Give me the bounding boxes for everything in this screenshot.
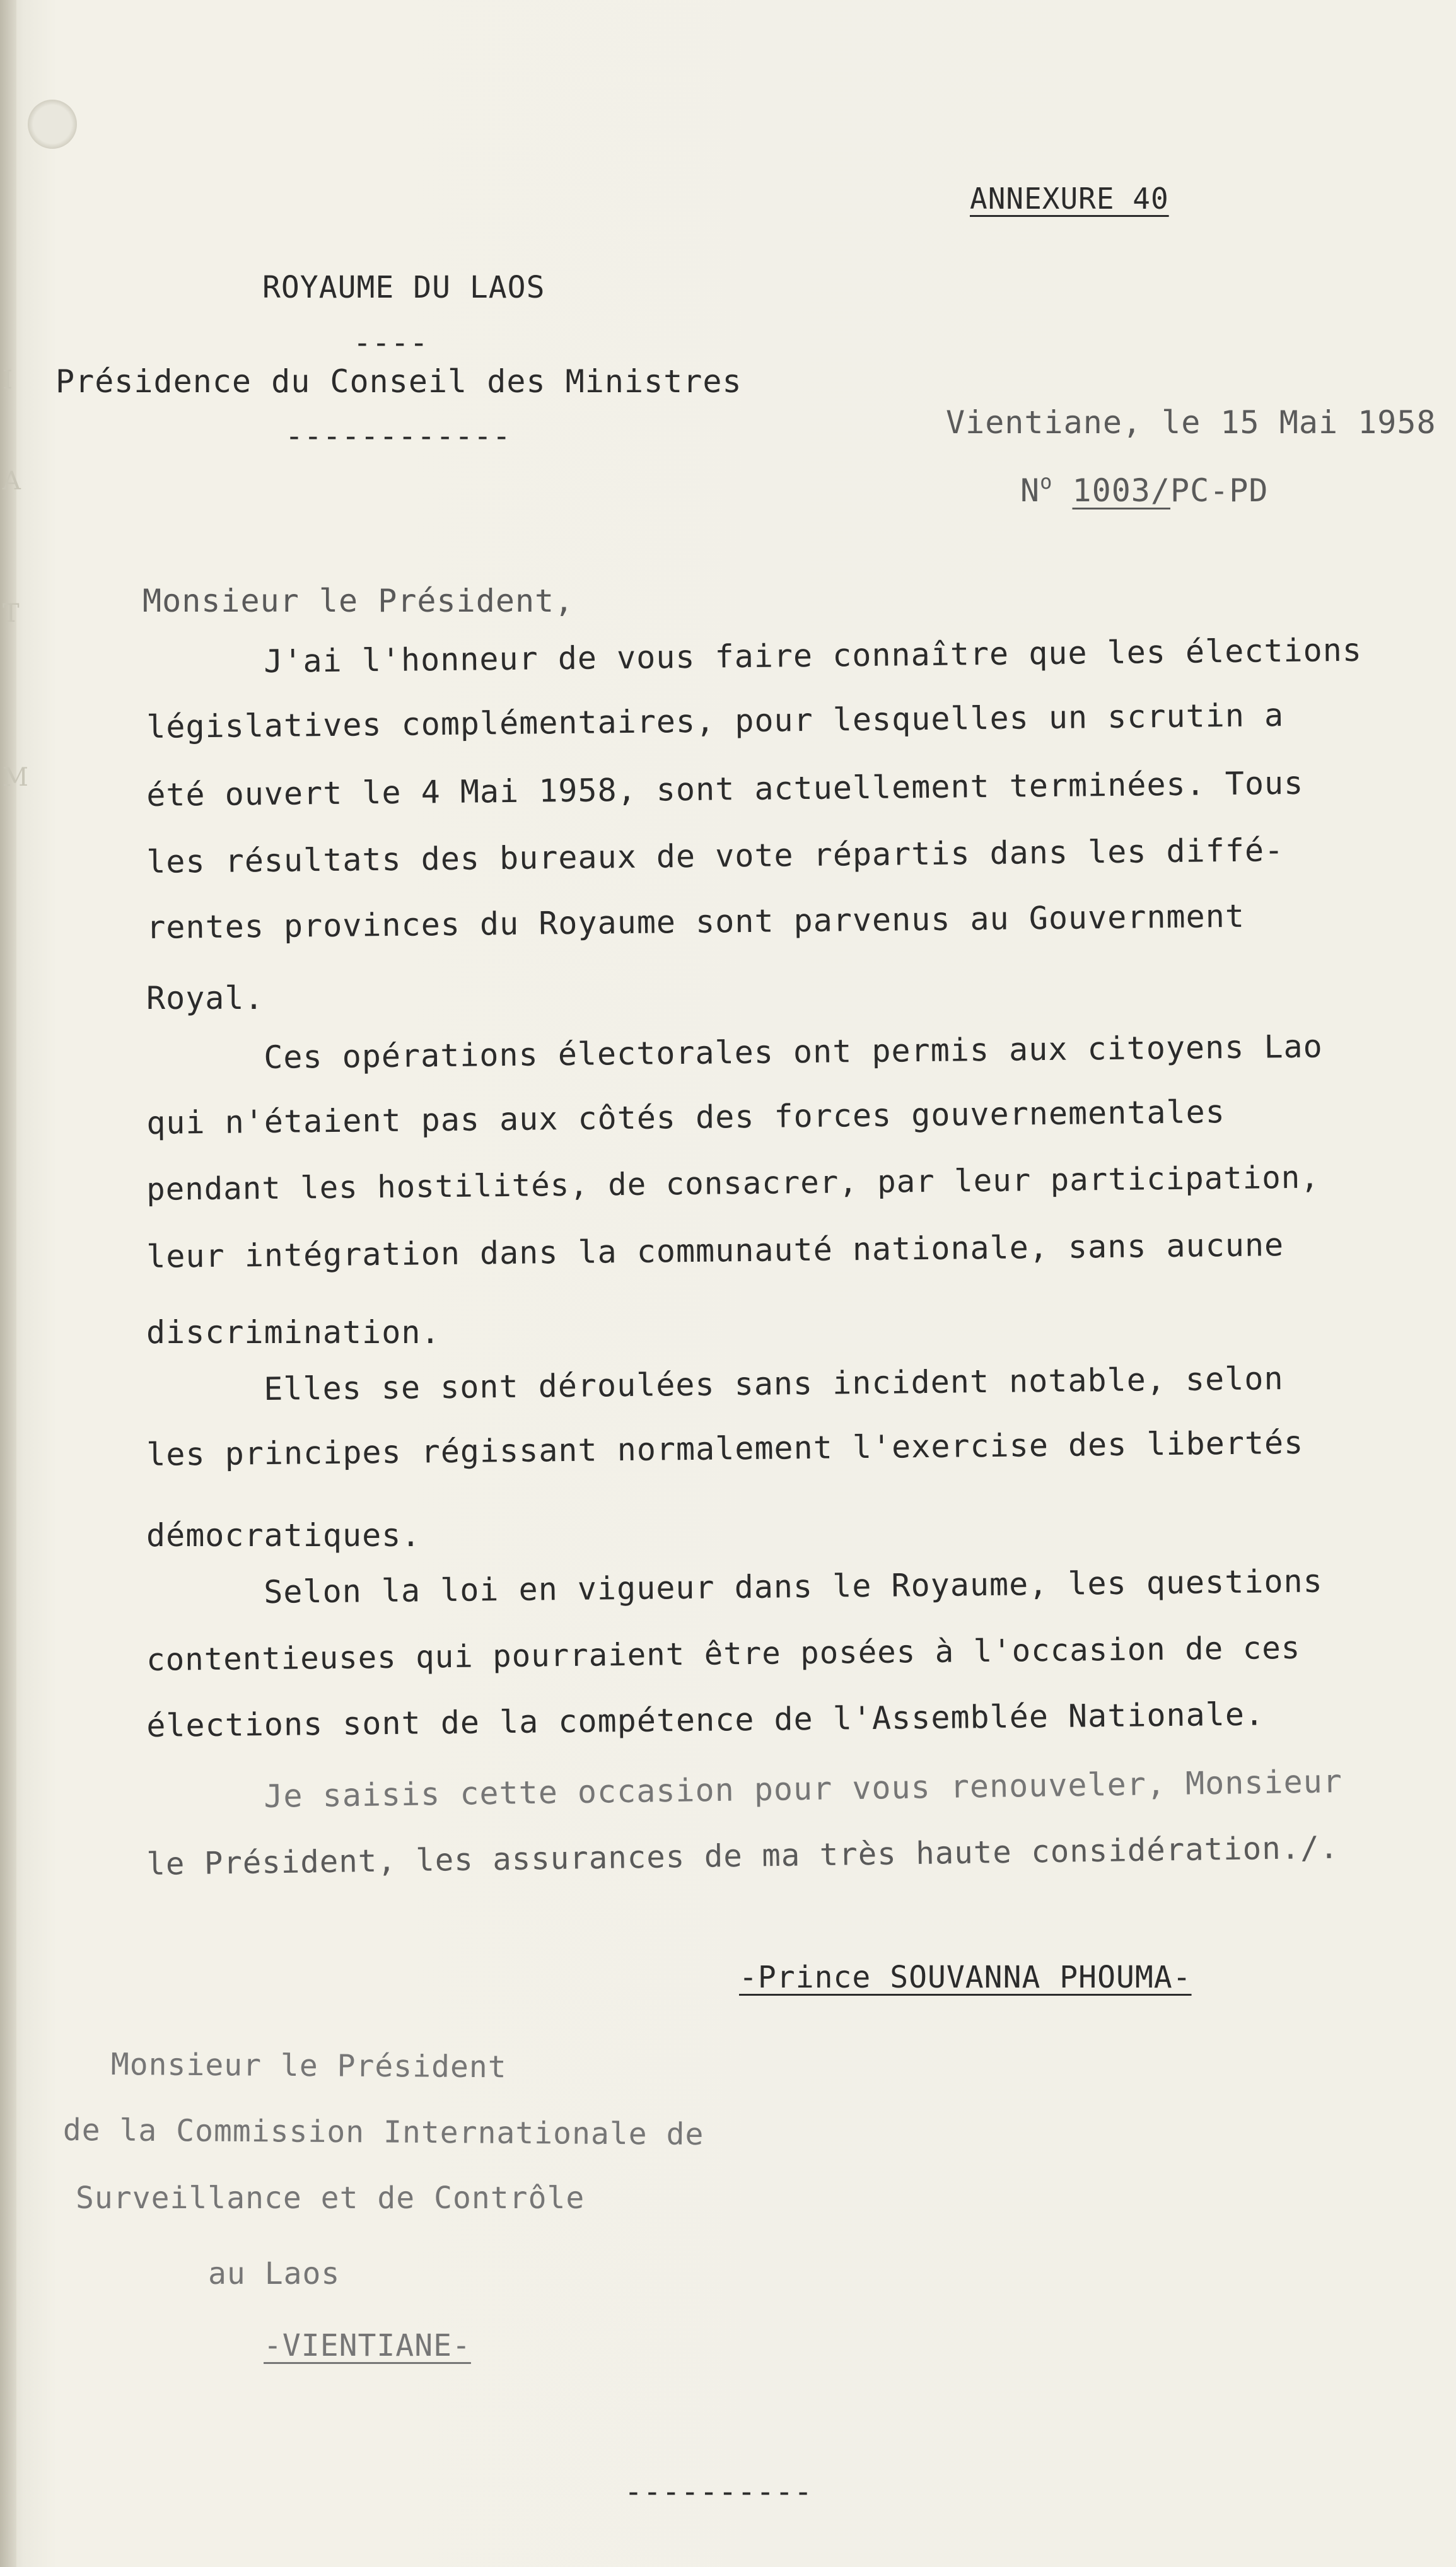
reference-superscript: o [1040, 470, 1053, 494]
margin-mark: A [3, 467, 21, 496]
body-line: Selon la loi en vigueur dans le Royaume, les questions [263, 1563, 1324, 1610]
place-date: Vientiane, le 15 Mai 1958 [946, 404, 1436, 441]
addressee-city: -VIENTIANE- [264, 2328, 471, 2363]
body-line: J'ai l'honneur de vous faire connaître que les élections [263, 631, 1363, 680]
signature: -Prince SOUVANNA PHOUMA- [739, 1960, 1192, 1995]
addressee-line: Monsieur le Président [110, 2047, 507, 2085]
body-line: Je saisis cette occasion pour vous renouveler, Monsieur [263, 1763, 1343, 1815]
reference-suffix: PC-PD [1170, 472, 1269, 509]
body-line: qui n'étaient pas aux côtés des forces gouvernementales [146, 1093, 1226, 1141]
salutation: Monsieur le Président, [143, 583, 574, 619]
addressee-line: au Laos [208, 2256, 341, 2291]
reference-prefix: N [1020, 472, 1040, 509]
reference-number [1020, 470, 1269, 509]
body-line: été ouvert le 4 Mai 1958, sont actuellement terminées. Tous [146, 764, 1304, 813]
body-line: rentes provinces du Royaume sont parvenus au Gouvernment [146, 897, 1245, 946]
margin-mark: M [3, 763, 28, 792]
margin-mark: T [3, 599, 20, 628]
addressee-line: de la Commission Internationale de [62, 2112, 704, 2153]
body-line: Ces opérations électorales ont permis aux citoyens Lao [263, 1028, 1324, 1076]
body-line: les principes régissant normalement l'exercise des libertés [146, 1424, 1304, 1473]
punch-hole [28, 100, 77, 149]
body-line: leur intégration dans la communauté nationale, sans aucune [146, 1226, 1284, 1275]
annex-label: ANNEXURE 40 [970, 182, 1169, 216]
body-line: le Président, les assurances de ma très haute considération./. [146, 1829, 1339, 1882]
footer-rule: ---------- [624, 2474, 813, 2510]
kingdom-rule: ---- [353, 325, 429, 361]
body-line: contentieuses qui pourraient être posées à l'occasion de ces [146, 1629, 1301, 1678]
reference-number-value: 1003/ [1072, 472, 1170, 509]
office-heading: Présidence du Conseil des Ministres [55, 363, 742, 400]
body-line: les résultats des bureaux de vote répartis dans les diffé- [146, 832, 1284, 880]
body-line: discrimination. [146, 1314, 441, 1351]
body-line: démocratiques. [146, 1517, 421, 1554]
body-line: législatives complémentaires, pour lesquelles un scrutin a [146, 697, 1284, 745]
office-rule: ------------ [285, 419, 511, 454]
body-line: élections sont de la compétence de l'Assemblée Nationale. [146, 1696, 1265, 1744]
body-line: Elles se sont déroulées sans incident notable, selon [263, 1360, 1284, 1407]
body-line: Royal. [146, 980, 264, 1016]
addressee-line: Surveillance et de Contrôle [76, 2180, 585, 2216]
body-line: pendant les hostilités, de consacrer, par leur participation, [146, 1159, 1320, 1208]
kingdom-heading: ROYAUME DU LAOS [262, 270, 545, 305]
margin-mark: I [3, 366, 13, 395]
